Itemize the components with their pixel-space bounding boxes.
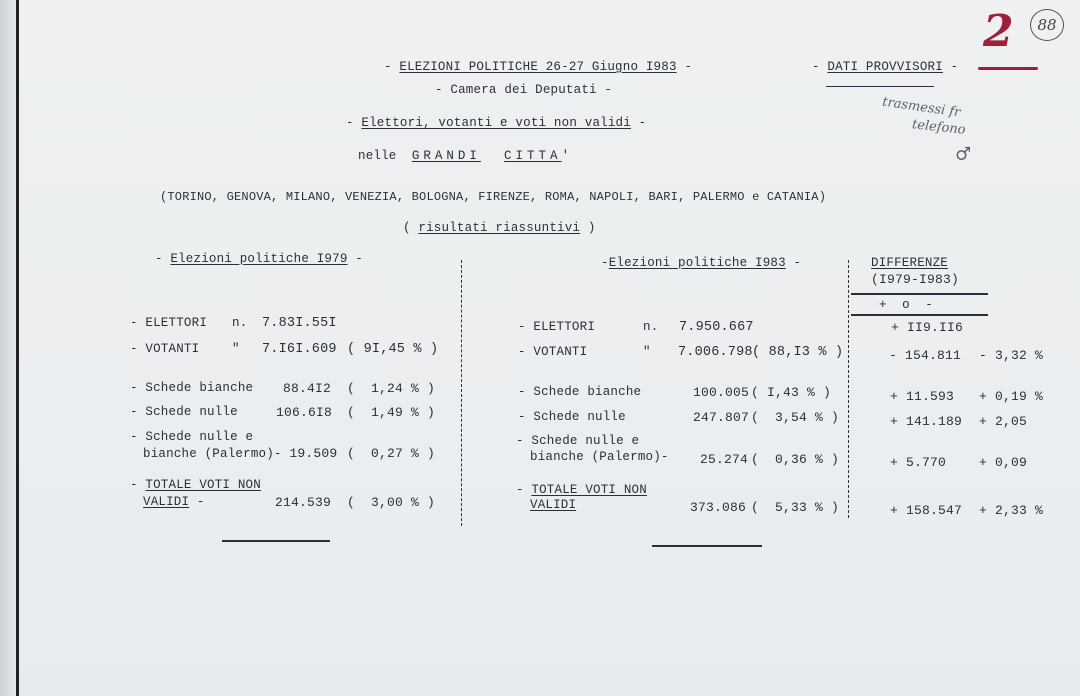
chamber-line: - Camera dei Deputati - (435, 83, 613, 97)
tot-label2-1983 (530, 498, 576, 512)
tot-value-1979: 214.539 (275, 495, 332, 510)
tot-label1-1983: - TOTALE VOTI NON (516, 483, 647, 497)
circled-page-number: 88 (1030, 9, 1064, 41)
diff-sign-header: + o - (879, 298, 933, 312)
citta-word: CITTA (504, 149, 562, 163)
nb-text2-1983: bianche (Palermo) (530, 450, 661, 464)
diff-nb: + 5.770 (890, 455, 947, 470)
tot-pct-1979: ( 3,00 % ) (347, 495, 436, 510)
tot-pct-1983: ( 5,33 % ) (751, 500, 840, 515)
heading-1983: -Elezioni politiche I983 - (601, 256, 802, 270)
diff-votanti: - 154.811 (889, 348, 962, 363)
nulle-label-1983: - Schede nulle (518, 410, 626, 424)
status-underline (826, 86, 934, 87)
nulle-value-1979: 106.6I8 (276, 405, 333, 420)
diff-tot: + 158.547 (890, 503, 963, 518)
nulle-pct-1983: ( 3,54 % ) (751, 410, 840, 425)
red-page-number: 2 (983, 6, 1014, 57)
votanti-value-1983: 7.006.798 (678, 345, 753, 360)
votanti-label-1979: - VOTANTI (130, 342, 200, 356)
red-underline (978, 67, 1038, 70)
rule-1979 (222, 540, 330, 542)
tot-text2-1983: VALIDI (530, 498, 577, 512)
diff-tot-pct: + 2,33 % (979, 503, 1044, 518)
nb-label1-1979: - Schede nulle e (130, 430, 254, 444)
nulle-text-1979: Schede nulle (145, 405, 238, 419)
bianche-value-1983: 100.005 (693, 385, 750, 400)
separator-left (461, 260, 462, 526)
binder-edge (16, 0, 19, 696)
tot-text2-1979: VALIDI (143, 495, 190, 509)
bianche-text-1979: Schede bianche (145, 381, 254, 395)
heading-1983-label: Elezioni politiche I983 (608, 256, 786, 270)
diff-nb-pct: + 0,09 (979, 455, 1028, 470)
bianche-pct-1983: ( I,43 % ) (751, 385, 832, 400)
nulle-value-1983: 247.807 (693, 410, 750, 425)
diff-sub-rule (851, 314, 988, 316)
tot-text1-1983: TOTALE VOTI NON (531, 483, 647, 497)
cities-heading: nelle GRANDI CITTA' (358, 149, 570, 163)
votanti-unit-1979: " (232, 342, 240, 356)
tot-label1-1979: - TOTALE VOTI NON (130, 478, 261, 492)
chamber-name: Camera dei Deputati (450, 83, 597, 97)
elettori-label-1979: - ELETTORI (130, 316, 208, 330)
diff-nulle-pct: + 2,05 (979, 414, 1028, 429)
nelle-word: nelle (358, 149, 397, 163)
bianche-value-1979: 88.4I2 (283, 381, 332, 396)
elettori-text-1983: ELETTORI (533, 320, 596, 334)
diff-votanti-pct: - 3,32 % (979, 348, 1044, 363)
bianche-label-1983: - Schede bianche (518, 385, 642, 399)
diff-top-rule (851, 293, 988, 295)
bianche-pct-1979: ( 1,24 % ) (347, 381, 436, 396)
elettori-label-1983: - ELETTORI (518, 320, 596, 334)
votanti-label-1983: - VOTANTI (518, 345, 588, 359)
header-title-line: - ELEZIONI POLITICHE 26-27 Giugno I983 - (384, 60, 693, 74)
handwritten-note-2: telefono (911, 117, 967, 138)
votanti-text-1979: VOTANTI (145, 342, 200, 356)
nb-pct-1979: ( 0,27 % ) (347, 446, 436, 461)
diff-period: (I979-I983) (871, 272, 960, 287)
elettori-unit-1979: n. (232, 316, 248, 330)
subtitle-line: - Elettori, votanti e voti non validi - (346, 116, 647, 130)
separator-right (848, 260, 849, 518)
diff-bianche-pct: + 0,19 % (979, 389, 1044, 404)
diff-bianche: + 11.593 (890, 389, 955, 404)
nb-text1-1983: Schede nulle e (531, 434, 640, 448)
bianche-text-1983: Schede bianche (533, 385, 642, 399)
nb-value-1983: 25.274 (700, 452, 749, 467)
elettori-value-1983: 7.950.667 (679, 320, 754, 335)
handwritten-initial: ♂ (955, 144, 972, 165)
cities-list: (TORINO, GENOVA, MILANO, VENEZIA, BOLOGNA, FIRENZE, ROMA, NAPOLI, BARI, PALERMO e CATANIA) (160, 190, 827, 204)
nb-pct-1983: ( 0,36 % ) (751, 452, 840, 467)
votanti-value-1979: 7.I6I.609 (262, 342, 337, 357)
heading-1979: - Elezioni politiche I979 - (155, 252, 363, 266)
nb-text2-1979: bianche (Palermo) (143, 447, 274, 461)
summary-line: ( risultati riassuntivi ) (403, 221, 596, 235)
nb-label2-1979: bianche (Palermo)- 19.509 (143, 446, 338, 461)
status-line: - DATI PROVVISORI - (812, 60, 959, 74)
elettori-unit-1983: n. (643, 320, 659, 334)
elettori-value-1979: 7.83I.55I (262, 316, 337, 331)
document-title: ELEZIONI POLITICHE 26-27 Giugno I983 (399, 60, 677, 74)
diff-elettori: + II9.II6 (891, 320, 964, 335)
tot-value-1983: 373.086 (690, 500, 747, 515)
summary-label: risultati riassuntivi (418, 221, 581, 235)
nulle-pct-1979: ( 1,49 % ) (347, 405, 436, 420)
votanti-unit-1983: " (643, 345, 651, 359)
status-label: DATI PROVVISORI (827, 60, 943, 74)
nb-text1-1979: Schede nulle e (145, 430, 254, 444)
bianche-label-1979: - Schede bianche (130, 381, 254, 395)
votanti-pct-1983: ( 88,I3 % ) (752, 345, 844, 360)
tot-label2-1979: VALIDI - (143, 495, 205, 509)
votanti-pct-1979: ( 9I,45 % ) (347, 342, 439, 357)
tot-text1-1979: TOTALE VOTI NON (145, 478, 261, 492)
grandi-word: GRANDI (411, 149, 481, 163)
nb-label1-1983: - Schede nulle e (516, 434, 640, 448)
diff-nulle: + 141.189 (890, 414, 963, 429)
elettori-text-1979: ELETTORI (145, 316, 208, 330)
nb-label2-1983: bianche (Palermo)- (530, 450, 669, 464)
heading-1979-label: Elezioni politiche I979 (170, 252, 348, 266)
page-margin (0, 0, 16, 696)
votanti-text-1983: VOTANTI (533, 345, 588, 359)
subtitle: Elettori, votanti e voti non validi (361, 116, 631, 130)
nulle-text-1983: Schede nulle (533, 410, 626, 424)
rule-1983 (652, 545, 762, 547)
nulle-label-1979: - Schede nulle (130, 405, 238, 419)
nb-value-1979: 19.509 (289, 446, 338, 461)
handwritten-note-1: trasmessi fr (881, 94, 962, 121)
diff-heading: DIFFERENZE (871, 256, 949, 270)
